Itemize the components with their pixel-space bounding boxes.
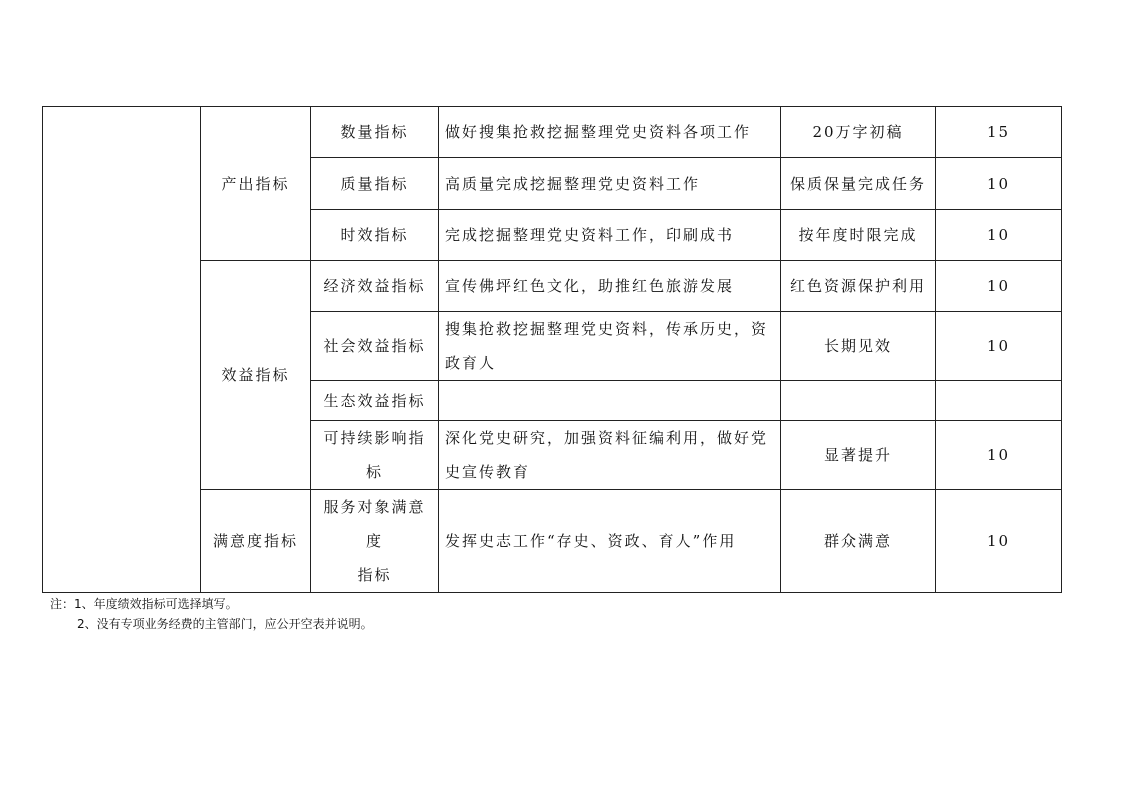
content-cell: 发挥史志工作“存史、资政、育人”作用 (439, 490, 781, 593)
content-cell (439, 421, 781, 490)
score-cell (936, 381, 1062, 421)
content-line: 政育人 (445, 354, 497, 372)
content-cell (439, 312, 781, 381)
indicator-line: 可持续影响指 (323, 429, 426, 447)
content-line: 深化党史研究，加强资料征编利用，做好党 (445, 429, 769, 447)
indicator-line: 度 (365, 532, 383, 550)
score-cell: 10 (936, 210, 1062, 261)
content-line: 搜集抢救挖掘整理党史资料，传承历史，资 (445, 320, 769, 338)
content-cell: 完成挖掘整理党史资料工作，印刷成书 (439, 210, 781, 261)
group-output: 产出指标 (201, 107, 311, 261)
table-notes (50, 594, 373, 634)
score-cell: 10 (936, 312, 1062, 381)
score-cell: 10 (936, 421, 1062, 490)
target-cell: 显著提升 (781, 421, 936, 490)
table-row (43, 107, 1062, 158)
merged-blank-cell (43, 107, 201, 593)
note-line-1: 注：1、年度绩效指标可选择填写。 (50, 597, 238, 611)
indicator-cell: 生态效益指标 (311, 381, 439, 421)
content-line: 史宣传教育 (445, 463, 531, 481)
indicator-cell: 数量指标 (311, 107, 439, 158)
target-cell: 群众满意 (781, 490, 936, 593)
target-cell: 红色资源保护利用 (781, 261, 936, 312)
indicator-cell (311, 421, 439, 490)
indicator-cell: 经济效益指标 (311, 261, 439, 312)
indicator-cell (311, 490, 439, 593)
content-cell: 宣传佛坪红色文化，助推红色旅游发展 (439, 261, 781, 312)
score-cell: 10 (936, 158, 1062, 210)
note-line-2: 2、没有专项业务经费的主管部门，应公开空表并说明。 (77, 617, 373, 631)
indicator-cell: 时效指标 (311, 210, 439, 261)
indicator-cell: 质量指标 (311, 158, 439, 210)
score-cell: 15 (936, 107, 1062, 158)
target-cell: 长期见效 (781, 312, 936, 381)
content-cell (439, 381, 781, 421)
target-cell (781, 381, 936, 421)
content-cell: 高质量完成挖掘整理党史资料工作 (439, 158, 781, 210)
group-satisfaction: 满意度指标 (201, 490, 311, 593)
content-cell: 做好搜集抢救挖掘整理党史资料各项工作 (439, 107, 781, 158)
target-cell: 按年度时限完成 (781, 210, 936, 261)
indicator-line: 标 (365, 463, 383, 481)
target-cell: 20万字初稿 (781, 107, 936, 158)
score-cell: 10 (936, 490, 1062, 593)
group-benefit: 效益指标 (201, 261, 311, 490)
indicator-line: 指标 (357, 566, 392, 584)
target-cell: 保质保量完成任务 (781, 158, 936, 210)
indicator-cell: 社会效益指标 (311, 312, 439, 381)
score-cell: 10 (936, 261, 1062, 312)
performance-indicator-table (42, 106, 1062, 593)
indicator-line: 服务对象满意 (323, 498, 426, 516)
